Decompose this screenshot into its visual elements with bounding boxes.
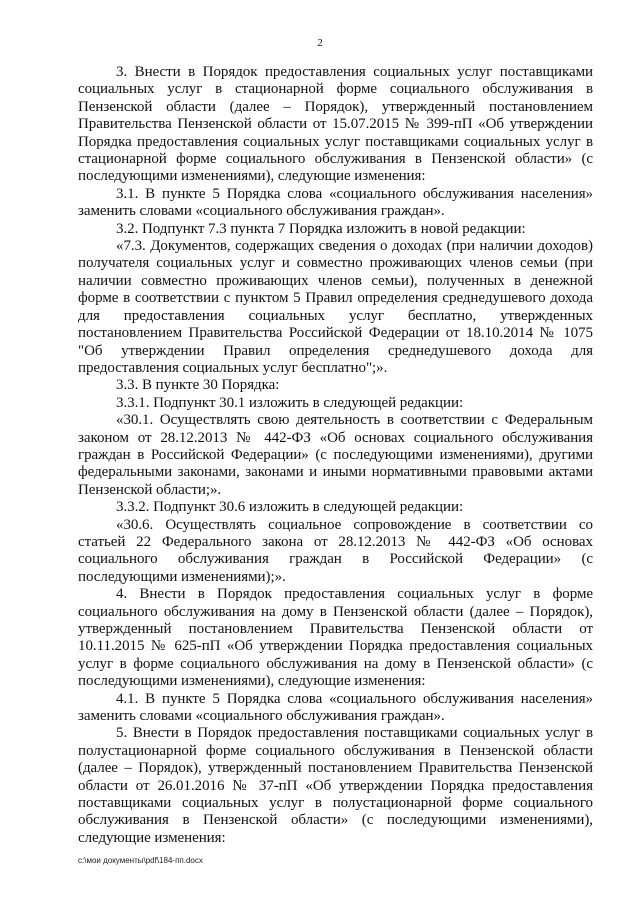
paragraph-5: 5. Внести в Порядок предоставления поставщиками социальных услуг в полустационарной форме социального обслуживания в Пензенской области (далее – Порядок), утвержденный постановлением Правительства Пензенской области от 26.01.2016 № 37-пП «Об утверждении Порядка предоставления поставщиками социальных услуг в полустационарной форме социального обслуживания в Пензенской области» (с последующими изменениями), следующие изменения: [78,725,593,846]
paragraph-3-3-1: 3.3.1. Подпункт 30.1 изложить в следующей редакции: [116,394,464,411]
paragraph-4: 4. Внести в Порядок предоставления социальных услуг в форме социального обслуживания на дому в Пензенской области (далее – Порядок), утвержденный постановлением Правительства Пензенской области от 10.11.2015 № 625-пП «Об утверждении Порядка предоставления социальных услуг в форме социального обслуживания на дому в Пензенской области» (с последующими изменениями), следующие изменения: [78,586,593,690]
paragraph-3-3: 3.3. В пункте 30 Порядка: [116,377,280,394]
paragraph-3: 3. Внести в Порядок предоставления социальных услуг поставщиками социальных услуг в стационарной форме социального обслуживания в Пензенской области (далее – Порядок), утвержденный постановлением Правительства Пензенской области от 15.07.2015 № 399-пП «Об утверждении Порядка предоставления социальных услуг поставщиками социальных услуг в стационарной форме социального обслуживания в Пензенской области» (с последующими изменениями), следующие изменения: [78,64,593,185]
paragraph-4-1: 4.1. В пункте 5 Порядка слова «социального обслуживания населения» заменить словами «социального обслуживания граждан». [78,690,593,725]
document-body [78,64,593,847]
paragraph-3-1: 3.1. В пункте 5 Порядка слова «социального обслуживания населения» заменить словами «социального обслуживания граждан». [78,185,593,220]
paragraph-3-2: 3.2. Подпункт 7.3 пункта 7 Порядка изложить в новой редакции: [116,220,526,237]
paragraph-3-3-2: 3.3.2. Подпункт 30.6 изложить в следующей редакции: [116,499,464,516]
paragraph-7-3-quote: «7.3. Документов, содержащих сведения о доходах (при наличии доходов) получателя социальных услуг и совместно проживающих членов семьи (при наличии совместно проживающих членов семьи), полученных в денежной форме в соответствии с пунктом 5 Правил определения среднедушевого дохода для предоставления социальных услуг бесплатно, утвержденных постановлением Правительства Российской Федерации от 18.10.2014 № 1075 "Об утверждении Правил определения среднедушевого дохода для предоставления социальных услуг бесплатно";». [78,238,593,376]
footer-file-path: c:\мои документы\pdf\184-пп.docx [78,856,203,865]
paragraph-30-1-quote: «30.1. Осуществлять свою деятельность в соответствии с Федеральным законом от 28.12.2013 № 442-ФЗ «Об основах социального обслуживания граждан в Российской Федерации» (с последующими изменениями), другими федеральными законами, законами и иными нормативными правовыми актами Пензенской области;». [78,412,593,498]
paragraph-30-6-quote: «30.6. Осуществлять социальное сопровождение в соответствии со статьей 22 Федерального закона от 28.12.2013 № 442-ФЗ «Об основах социального обслуживания граждан в Российской Федерации» (с последующими изменениями);». [78,516,593,585]
page-number: 2 [317,37,323,49]
